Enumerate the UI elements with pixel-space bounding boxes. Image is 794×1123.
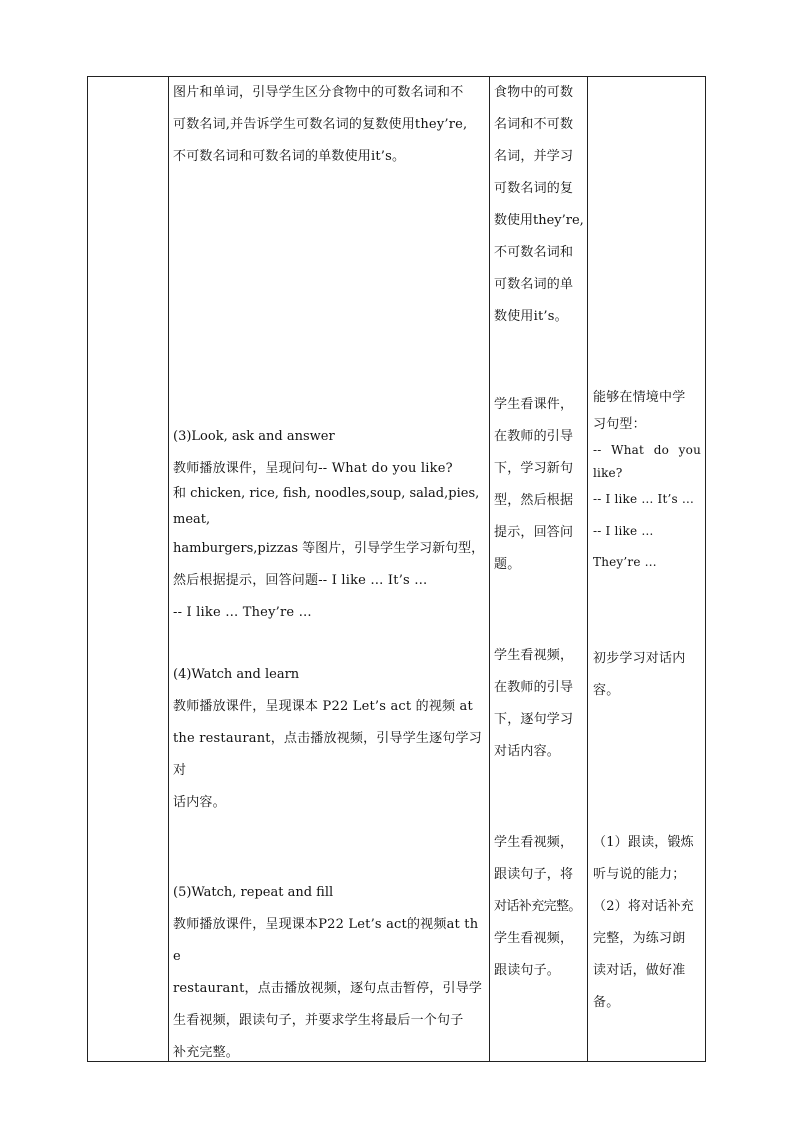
text-line: 可数名词,并告诉学生可数名词的复数使用they’re, [173,117,468,132]
design-intent-3 [593,382,701,578]
text-line: -- I like … It’s … [593,492,695,506]
text-line: 初步学习对话内 [593,651,686,666]
text-line: 读对话，做好准 [593,963,686,978]
column-divider [168,77,169,1061]
text-line: They’re … [593,555,657,569]
section-look-ask-answer [173,421,485,629]
student-activity-cell [494,77,588,1061]
text-line: 跟读句子。 [494,963,561,978]
text-line: 不可数名词和可数名词的单数使用it’s。 [173,149,406,164]
text-line: -- I like … They’re … [173,605,312,620]
text-line: -- I like … [593,524,654,538]
text-line: 在教师的引导 [494,680,574,695]
text-line: 题。 [494,557,521,572]
text-line: 图片和单词，引导学生区分食物中的可数名词和不 [173,85,464,100]
text-line: 听与说的能力； [593,867,686,882]
text-line: -- What do you [593,443,701,457]
text-line: 教师播放课件，呈现课本 P22 Let’s act 的视频 at [173,699,473,714]
text-line: 生看视频，跟读句子，并要求学生将最后一个句子 [173,1013,464,1028]
student-activity-3 [494,389,573,581]
section-watch-learn [173,659,485,819]
intro-paragraph [173,77,467,173]
text-line: 话内容。 [173,795,226,810]
text-line: the restaurant，点击播放视频，引导学生逐句学习对 [173,731,482,778]
section-title: (4)Watch and learn [173,667,300,682]
text-line: 然后根据提示，回答问题-- I like … It’s … [173,573,428,588]
text-line: 教师播放课件，呈现问句-- What do you like? [173,461,453,476]
text-line: 数使用they’re, [494,213,584,228]
text-line: 学生看视频， [494,835,574,850]
student-activity-5 [494,827,581,987]
design-intent-cell [593,77,703,1061]
text-line: 和 chicken, rice, fish, noodles,soup, salad,pies,meat, [173,486,480,527]
text-line: like? [593,466,623,480]
student-activity-4 [494,640,573,768]
text-line: 食物中的可数 [494,85,574,100]
text-line: 下，逐句学习 [494,712,574,727]
design-intent-4 [593,643,685,707]
text-line: 可数名词的复 [494,181,574,196]
teacher-activity-cell [173,77,485,1061]
text-line: （2）将对话补充 [593,899,694,914]
text-line: 对话补充完整。 [494,899,581,914]
text-line: 习句型： [593,417,646,432]
text-line: 学生看课件， [494,397,574,412]
text-line: 名词，并学习 [494,149,574,164]
text-line: 容。 [593,683,620,698]
text-line: 对话内容。 [494,744,561,759]
text-line: 名词和不可数 [494,117,574,132]
text-line: 下，学习新句 [494,461,574,476]
text-line: 学生看视频， [494,931,574,946]
text-line: 能够在情境中学 [593,390,686,405]
section-title: (5)Watch, repeat and fill [173,885,334,900]
text-line: 备。 [593,995,620,1010]
text-line: 补充完整。 [173,1045,240,1060]
intro-paragraph [494,77,584,333]
text-line: hamburgers,pizzas 等图片，引导学生学习新句型， [173,541,485,556]
text-line: restaurant，点击播放视频，逐句点击暂停，引导学 [173,981,483,996]
text-line: 学生看视频， [494,648,574,663]
text-line: 跟读句子，将 [494,867,574,882]
stage-column-cell [88,77,168,1061]
text-line: 型，然后根据 [494,493,574,508]
text-line: 数使用it’s。 [494,309,568,324]
column-divider [489,77,490,1061]
lesson-plan-table [87,76,706,1062]
text-line: 完整，为练习朗 [593,931,686,946]
text-line: 不可数名词和 [494,245,574,260]
text-line: 在教师的引导 [494,429,574,444]
section-watch-repeat-fill [173,877,485,1069]
text-line: 提示，回答问 [494,525,574,540]
text-line: （1）跟读，锻炼 [593,835,694,850]
text-line: 可数名词的单 [494,277,574,292]
design-intent-5 [593,827,694,1019]
section-title: (3)Look, ask and answer [173,429,335,444]
text-line: 教师播放课件，呈现课本P22 Let’s act的视频at the [173,917,479,964]
